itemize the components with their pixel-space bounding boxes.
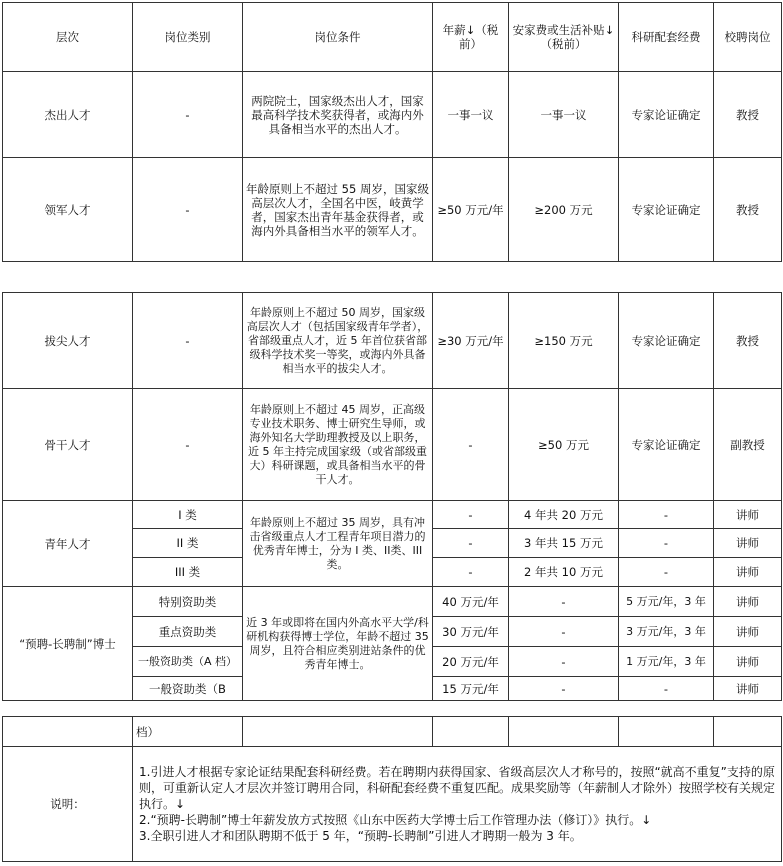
level-cell: 骨干人才: [3, 389, 133, 501]
research-cell: 专家论证确定: [619, 389, 714, 501]
research-cell: 3 万元/年，3 年: [619, 617, 714, 647]
category-cell: 特别资助类: [133, 587, 243, 617]
header-position: 校聘岗位: [714, 3, 782, 72]
salary-cell: ≥50 万元/年: [433, 158, 509, 262]
salary-cell: 20 万元/年: [433, 647, 509, 677]
salary-cell: -: [433, 389, 509, 501]
notes-row: [3, 747, 782, 862]
research-cell: 1 万元/年，3 年: [619, 647, 714, 677]
allowance-cell: -: [509, 587, 619, 617]
header-allowance: 安家费或生活补贴↓（税前）: [509, 3, 619, 72]
research-cell: -: [619, 677, 714, 701]
research-cell: -: [619, 501, 714, 529]
allowance-cell: -: [509, 677, 619, 701]
category-cell: 重点资助类: [133, 617, 243, 647]
position-cell: 讲师: [714, 501, 782, 529]
position-cell: 教授: [714, 293, 782, 389]
category-cell: -: [133, 389, 243, 501]
level-cell: 杰出人才: [3, 72, 133, 158]
note-line: 2.“预聘-长聘制”博士年薪发放方式按照《山东中医药大学博士后工作管理办法（修订）》执行。↓: [139, 813, 652, 827]
header-salary: 年薪↓（税前）: [433, 3, 509, 72]
header-row: [3, 3, 782, 72]
conditions-cell: 年龄原则上不超过 55 周岁，国家级高层次人才，全国名中医，岐黄学者，国家杰出青年基金获得者，或海内外具备相当水平的领军人才。: [243, 158, 433, 262]
level-cell: 拔尖人才: [3, 293, 133, 389]
conditions-cell: 年龄原则上不超过 45 周岁，正高级专业技术职务、博士研究生导师，或海外知名大学助理教授及以上职务，近 5 年主持完成国家级（或省部级重大）科研课题，或具备相当水平的骨干人才。: [243, 389, 433, 501]
position-cell: 副教授: [714, 389, 782, 501]
allowance-cell: 2 年共 10 万元: [509, 558, 619, 587]
header-level: 层次: [3, 3, 133, 72]
level-cell: [3, 717, 133, 747]
table-row: [3, 501, 782, 529]
notes-table: [2, 716, 782, 862]
table-row: [3, 587, 782, 617]
salary-cell: -: [433, 558, 509, 587]
table-row: [3, 72, 782, 158]
salary-cell: 15 万元/年: [433, 677, 509, 701]
research-cell: [619, 717, 714, 747]
position-cell: 讲师: [714, 558, 782, 587]
allowance-cell: ≥150 万元: [509, 293, 619, 389]
category-cell: III 类: [133, 558, 243, 587]
research-cell: -: [619, 558, 714, 587]
category-cell: -: [133, 72, 243, 158]
research-cell: -: [619, 529, 714, 558]
position-cell: 讲师: [714, 587, 782, 617]
salary-cell: -: [433, 501, 509, 529]
position-cell: 讲师: [714, 617, 782, 647]
salary-cell: 30 万元/年: [433, 617, 509, 647]
position-cell: 教授: [714, 72, 782, 158]
level-cell: 领军人才: [3, 158, 133, 262]
salary-cell: -: [433, 529, 509, 558]
allowance-cell: [509, 717, 619, 747]
allowance-cell: ≥50 万元: [509, 389, 619, 501]
conditions-cell: 近 3 年或即将在国内外高水平大学/科研机构获得博士学位，年龄不超过 35 周岁，且符合相应类别进站条件的优秀青年博士。: [243, 587, 433, 701]
notes-label: 说明：: [3, 747, 133, 862]
category-cell: -: [133, 293, 243, 389]
table-row: [3, 389, 782, 501]
allowance-cell: 3 年共 15 万元: [509, 529, 619, 558]
conditions-cell: 年龄原则上不超过 50 周岁，国家级高层次人才（包括国家级青年学者），省部级重点人才，近 5 年首位获省部级科学技术奖一等奖，或海内外具备相当水平的拔尖人才。: [243, 293, 433, 389]
salary-cell: [433, 717, 509, 747]
position-cell: 教授: [714, 158, 782, 262]
position-cell: [714, 717, 782, 747]
talent-table-1: [2, 2, 782, 262]
header-research-funding: 科研配套经费: [619, 3, 714, 72]
conditions-cell: [243, 717, 433, 747]
allowance-cell: 一事一议: [509, 72, 619, 158]
header-category: 岗位类别: [133, 3, 243, 72]
research-cell: 专家论证确定: [619, 72, 714, 158]
table-row: [3, 717, 782, 747]
allowance-cell: -: [509, 617, 619, 647]
research-cell: 专家论证确定: [619, 293, 714, 389]
salary-cell: 40 万元/年: [433, 587, 509, 617]
category-cell: 一般资助类（A 档）: [133, 647, 243, 677]
note-line: 1.引进人才根据专家论证结果配套科研经费。若在聘期内获得国家、省级高层次人才称号的，按照“就高不重复”支持的原则，可重新认定人才层次并签订聘用合同，科研配套经费不重复匹配。成果奖励等（年薪制人才除外）按照学校有关规定执行。↓: [139, 765, 776, 811]
talent-table-2: [2, 292, 782, 701]
category-cell: II 类: [133, 529, 243, 558]
conditions-cell: 年龄原则上不超过 35 周岁，具有冲击省级重点人才工程青年项目潜力的优秀青年博士，分为 I 类、II类、III 类。: [243, 501, 433, 587]
salary-cell: 一事一议: [433, 72, 509, 158]
category-cell-continued: 档）: [133, 717, 243, 747]
conditions-cell: 两院院士，国家级杰出人才，国家最高科学技术奖获得者，或海内外具备相当水平的杰出人才。: [243, 72, 433, 158]
salary-cell: ≥30 万元/年: [433, 293, 509, 389]
category-cell: I 类: [133, 501, 243, 529]
allowance-cell: -: [509, 647, 619, 677]
position-cell: 讲师: [714, 529, 782, 558]
research-cell: 5 万元/年，3 年: [619, 587, 714, 617]
allowance-cell: ≥200 万元: [509, 158, 619, 262]
header-conditions: 岗位条件: [243, 3, 433, 72]
category-cell: 一般资助类（B: [133, 677, 243, 701]
position-cell: 讲师: [714, 647, 782, 677]
position-cell: 讲师: [714, 677, 782, 701]
table-row: [3, 293, 782, 389]
level-cell: 青年人才: [3, 501, 133, 587]
allowance-cell: 4 年共 20 万元: [509, 501, 619, 529]
research-cell: 专家论证确定: [619, 158, 714, 262]
level-cell: “预聘-长聘制”博士: [3, 587, 133, 701]
note-line: 3.全职引进人才和团队聘期不低于 5 年，“预聘-长聘制”引进人才聘期一般为 3 年。: [139, 829, 582, 843]
table-row: [3, 158, 782, 262]
category-cell: -: [133, 158, 243, 262]
notes-text: [133, 747, 782, 862]
